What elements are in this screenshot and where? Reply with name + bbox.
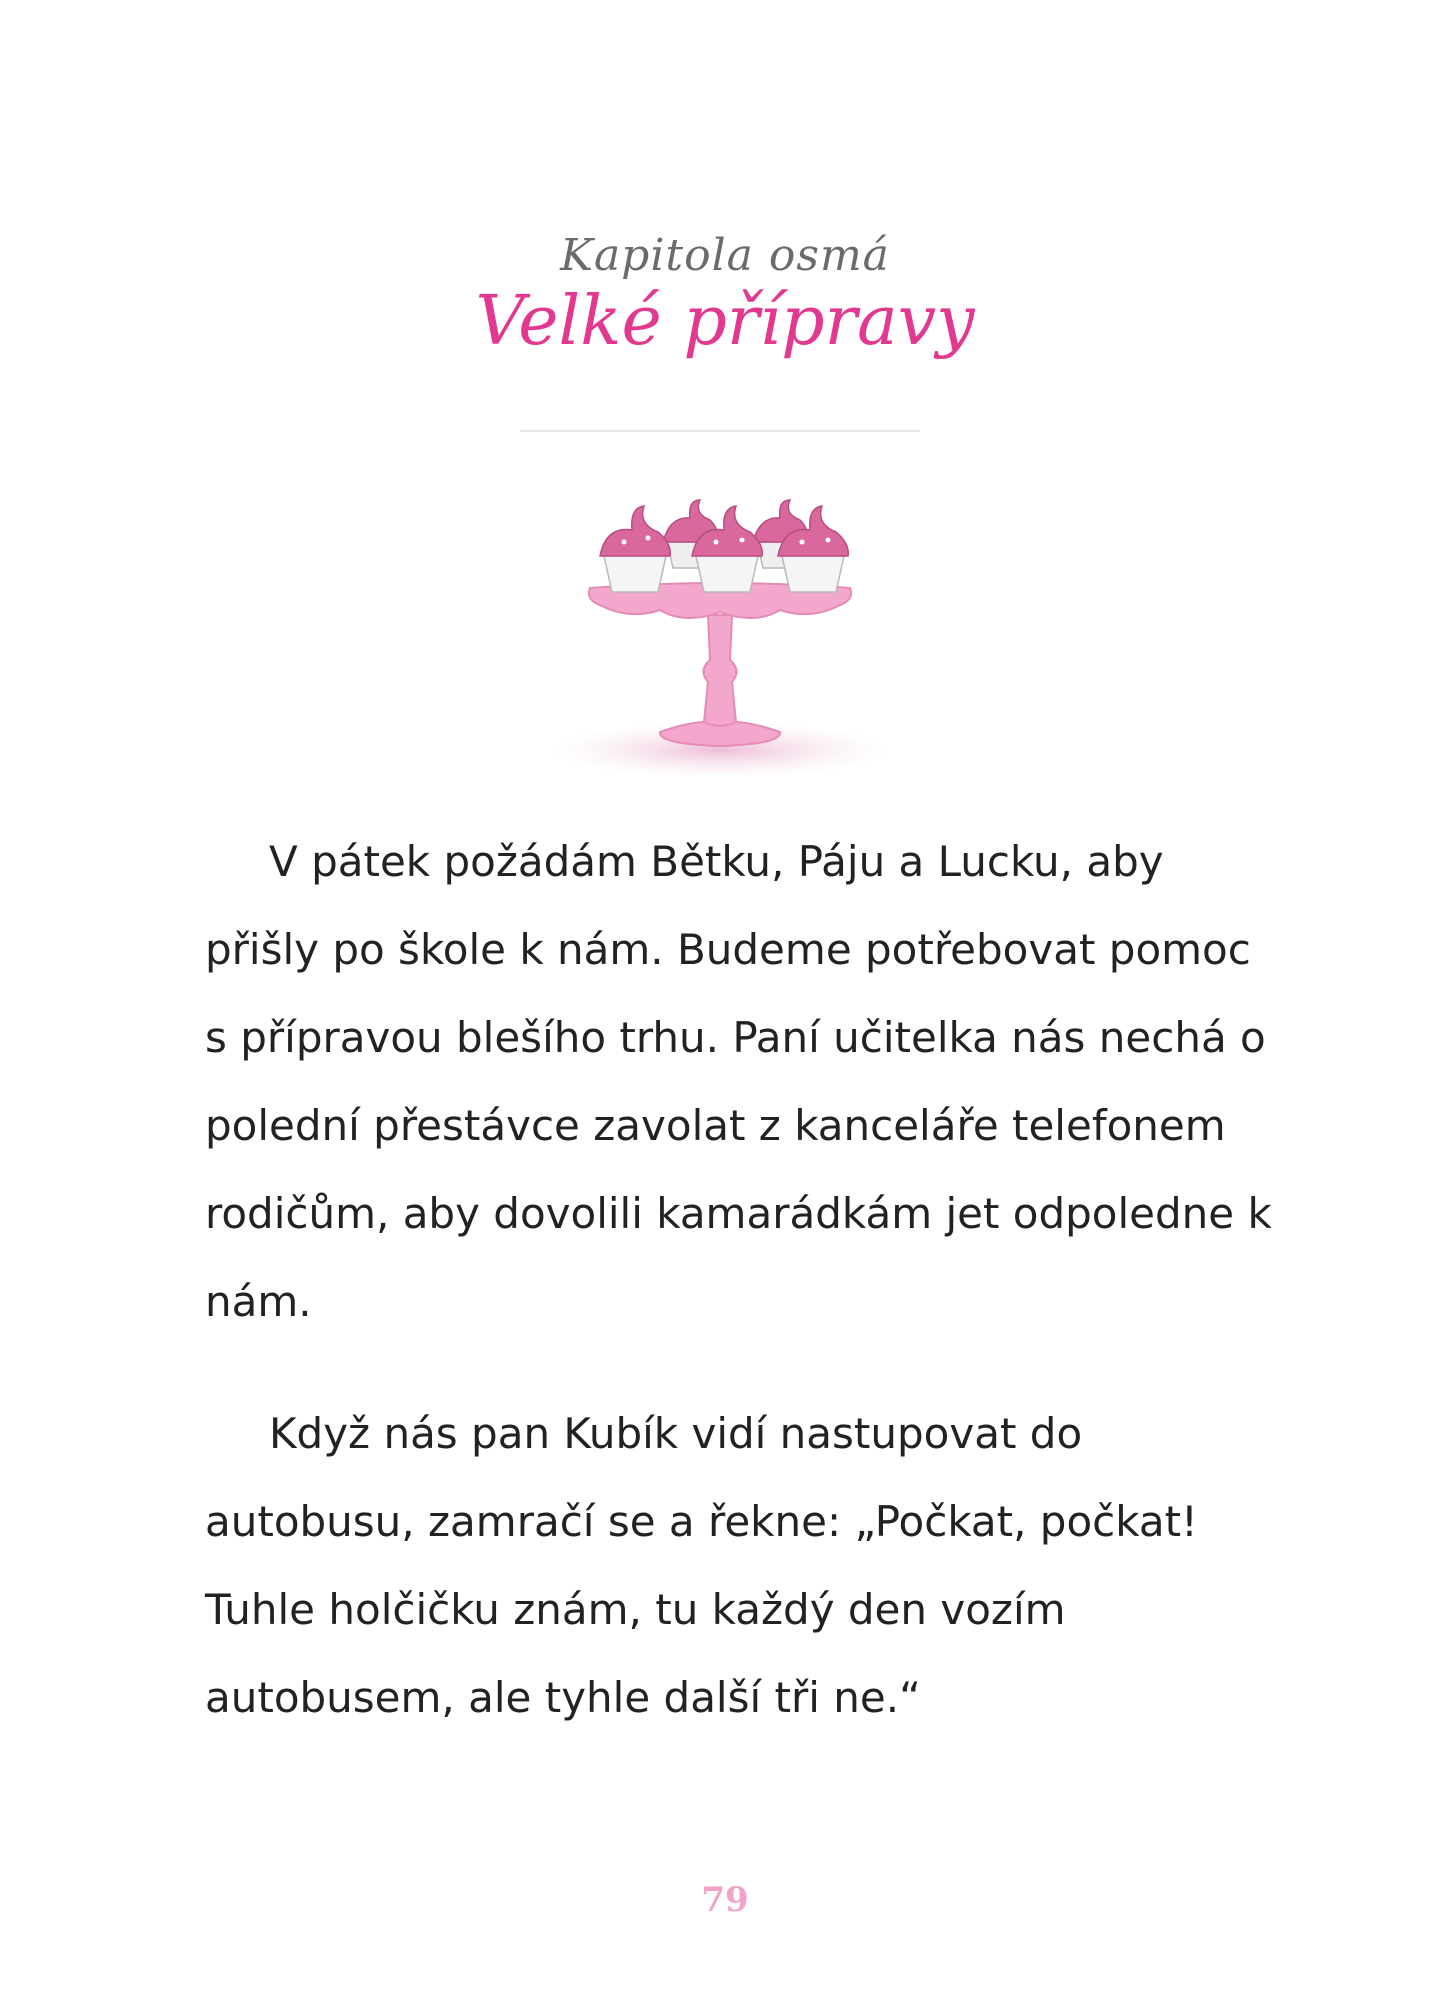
body-text [205,818,1285,1742]
paragraph-1: V pátek požádám Bětku, Páju a Lucku, aby přišly po škole k nám. Budeme potřebovat pomoc s přípravou blešího trhu. Paní učitelka nás nechá o polední přestávce zavolat z kanceláře telefonem rodičům, aby dovolili kamarádkám jet odpoledne k nám. [205,837,1272,1326]
paragraph-2: Když nás pan Kubík vidí nastupovat do autobusu, zamračí se a řekne: „Počkat, počkat! Tuhle holčičku znám, tu každý den vozím autobusem, ale tyhle další tři ne.“ [205,1409,1198,1722]
cupcake-stand-illustration [520,460,920,810]
page-number: 79 [701,1880,749,1920]
cupcake-stand-icon [520,460,920,810]
chapter-title: Velké přípravy [475,282,975,361]
divider [520,430,920,432]
chapter-label: Kapitola osmá [560,230,890,281]
